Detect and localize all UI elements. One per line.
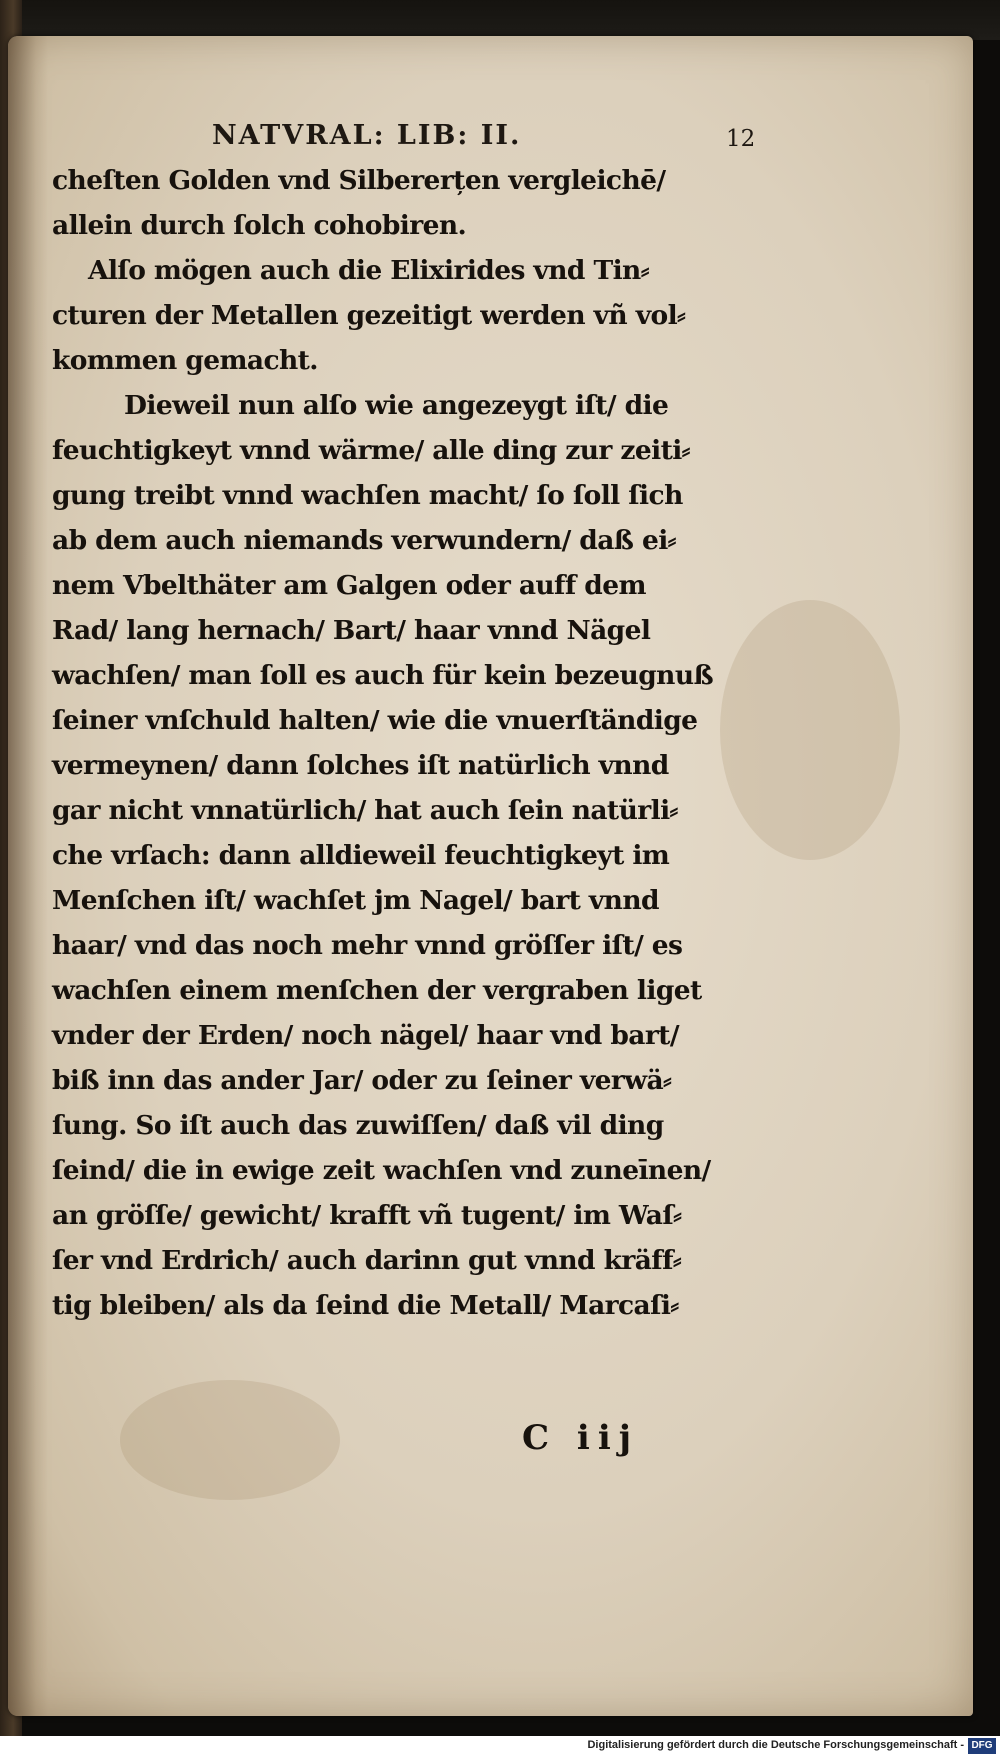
signature-mark: C iij [522,1418,640,1458]
paper-stain [120,1380,340,1500]
text-line: ab dem auch niemands verwundern/ daß ei⸗ [52,525,676,556]
text-line: feuchtigkeyt vnnd wärme/ alle ding zur zeiti⸗ [52,435,690,466]
body-text [52,158,772,1328]
text-line: wachſen/ man ſoll es auch für kein bezeugnuß [52,660,714,691]
text-line: wachſen einem menſchen der vergraben liget [52,975,702,1006]
text-line: haar/ vnd das noch mehr vnnd gröſſer iſt/ es [52,930,683,961]
text-line: Alſo mögen auch die Elixirides vnd Tin⸗ [88,255,649,286]
scan-background [0,0,1000,40]
dfg-logo: DFG [968,1738,996,1754]
text-line: Rad/ lang hernach/ Bart/ haar vnnd Nägel [52,615,651,646]
text-line: gung treibt vnnd wachſen macht/ ſo ſoll ſich [52,480,683,511]
text-line: vnder der Erden/ noch nägel/ haar vnd bart/ [52,1020,679,1051]
text-line: ſung. So iſt auch das zuwiſſen/ daß vil ding [52,1110,664,1141]
text-line: tig bleiben/ als da ſeind die Metall/ Marcaſi⸗ [52,1290,679,1321]
page-gutter-shadow [8,36,48,1716]
folio-number: 12 [726,126,756,152]
text-line: kommen gemacht. [52,345,318,376]
text-line: an gröſſe/ gewicht/ krafft vñ tugent/ im Waſ⸗ [52,1200,682,1231]
text-line: ſeiner vnſchuld halten/ wie die vnuerſtändige [52,705,698,736]
text-line: gar nicht vnnatürlich/ hat auch ſein natürli⸗ [52,795,678,826]
text-line: Menſchen iſt/ wachſet jm Nagel/ bart vnnd [52,885,659,916]
text-line: che vrſach: dann alldieweil feuchtigkeyt im [52,840,670,871]
text-line: ſer vnd Erdrich/ auch darinn gut vnnd kräff⸗ [52,1245,682,1276]
text-line: ſeind/ die in ewige zeit wachſen vnd zuneīnen/ [52,1155,711,1186]
text-line: nem Vbelthäter am Galgen oder auff dem [52,570,646,601]
text-line: cturen der Metallen gezeitigt werden vñ vol⸗ [52,300,686,331]
text-line: vermeynen/ dann ſolches iſt natürlich vnnd [52,750,669,781]
text-line: biß inn das ander Jar/ oder zu ſeiner verwä⸗ [52,1065,672,1096]
running-head: NATVRAL: LIB: II. [212,120,522,151]
text-line: cheſten Golden vnd Silbererțen vergleichē/ [52,165,666,196]
text-line: allein durch ſolch cohobiren. [52,210,467,241]
text-line: Dieweil nun alſo wie angezeygt iſt/ die [124,390,669,421]
footer-credit: Digitalisierung gefördert durch die Deutsche Forschungsgemeinschaft - [587,1739,964,1751]
